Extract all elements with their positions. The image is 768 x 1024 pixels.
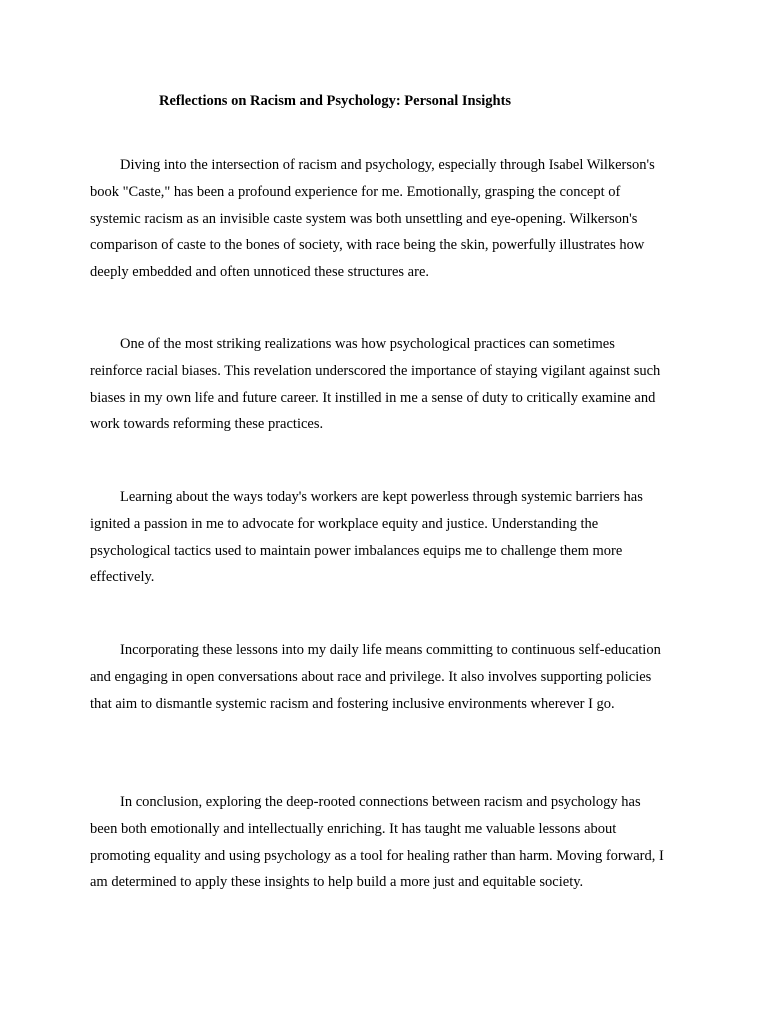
paragraph-1: Diving into the intersection of racism and psychology, especially through Isabel Wilkerson's book "Caste," has been a profound experience for me. Emotionally, grasping the concept of systemic racism as an invisible caste system was both unsettling and eye-opening. Wilkerson's comparison of caste to the bones of society, with race being the skin, powerfully illustrates how deeply embedded and often unnoticed these structures are. [90,157,655,281]
paragraph-4: Incorporating these lessons into my daily life means committing to continuous self-education and engaging in open conversations about race and privilege. It also involves supporting policies that aim to dismantle systemic racism and fostering inclusive environments wherever I go. [90,642,661,712]
paragraph-5: In conclusion, exploring the deep-rooted connections between racism and psychology has been both emotionally and intellectually enriching. It has taught me valuable lessons about promoting equality and using psychology as a tool for healing rather than harm. Moving forward, I am determined to apply these insights to help build a more just and equitable society. [90,794,664,891]
paragraph-3: Learning about the ways today's workers are kept powerless through systemic barriers has ignited a passion in me to advocate for workplace equity and justice. Understanding the psychological tactics used to maintain power imbalances equips me to challenge them more effectively. [90,489,643,586]
document-title: Reflections on Racism and Psychology: Personal Insights [159,93,512,109]
paragraph-2: One of the most striking realizations was how psychological practices can sometimes reinforce racial biases. This revelation underscored the importance of staying vigilant against such biases in my own life and future career. It instilled in me a sense of duty to critically examine and work towards reforming these practices. [90,336,661,433]
